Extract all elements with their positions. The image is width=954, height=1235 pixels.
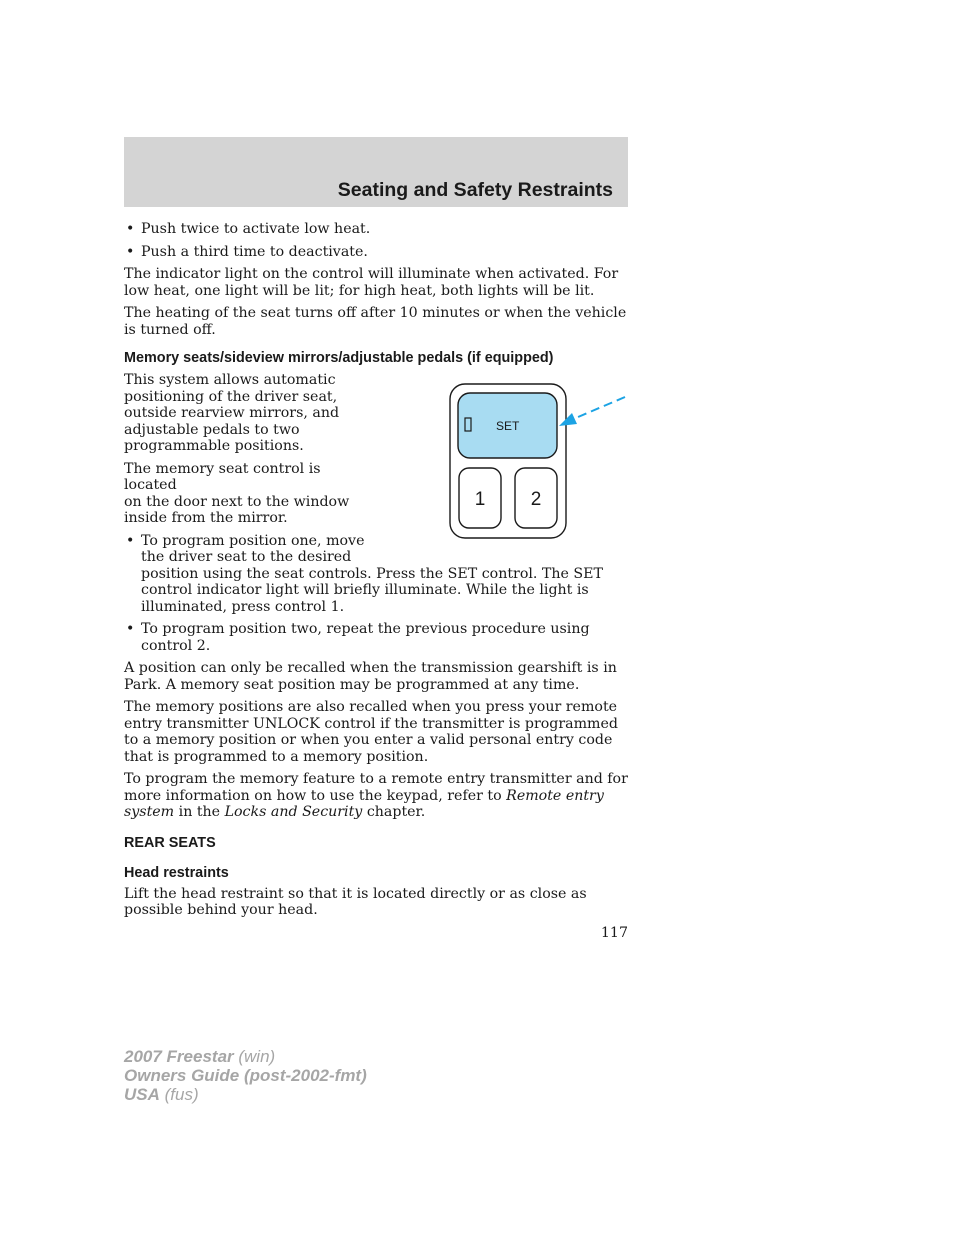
set-label: SET (496, 419, 520, 433)
memory-section-heading: Memory seats/sideview mirrors/adjustable pedals (if equipped) (124, 350, 554, 366)
list-item-text: position using the seat controls. Press the SET control. The SET control indicator light will briefly illuminate. While the light is illuminated, press control 1. (141, 565, 603, 615)
paragraph (124, 461, 374, 527)
list-item (124, 244, 628, 261)
text-line: This system allows automatic (124, 372, 336, 388)
paragraph: The indicator light on the control will illuminate when activated. For low heat, one light will be lit; for high heat, both lights will be lit. (124, 266, 619, 299)
footer-model: 2007 Freestar (124, 1047, 234, 1066)
list-item-text: Push a third time to deactivate. (141, 243, 368, 260)
footer-model-code: (win) (233, 1047, 276, 1066)
paragraph (124, 771, 628, 821)
button-1-label: 1 (474, 489, 486, 510)
text-run: chapter. (362, 804, 426, 820)
memory-seat-control-illustration (440, 382, 630, 542)
text-line: programmable positions. (124, 438, 304, 454)
section-header-band (124, 137, 628, 207)
rear-seats-heading: REAR SEATS (124, 834, 216, 851)
list-item-text: Push twice to activate low heat. (141, 221, 371, 237)
footer (124, 1047, 367, 1104)
bullet-icon: • (126, 221, 135, 237)
paragraph (124, 372, 374, 455)
footer-guide: Owners Guide (post-2002-fmt) (124, 1066, 367, 1085)
button-2-label: 2 (530, 489, 542, 510)
cross-reference: Remote entry system (124, 787, 604, 820)
page-number: 117 (600, 925, 628, 941)
footer-market: USA (124, 1085, 160, 1104)
text-line: To program position one, move (141, 532, 365, 549)
cross-reference: Locks and Security (224, 804, 363, 820)
list-item (124, 621, 628, 654)
head-restraints-heading: Head restraints (124, 864, 229, 881)
text-line: positioning of the driver seat, (124, 388, 338, 405)
bullet-icon: • (126, 532, 135, 549)
page-body (124, 221, 628, 925)
paragraph: The memory positions are also recalled when you press your remote entry transmitter UNLOCK control if the transmitter is programmed to a memory position or when you enter a valid personal entry code that is programmed to a memory position. (124, 699, 618, 765)
list-item-text: To program position two, repeat the previous procedure using control 2. (141, 621, 590, 654)
text-line: outside rearview mirrors, and (124, 405, 340, 421)
text-line: on the door next to the window (124, 493, 350, 510)
paragraph: A position can only be recalled when the transmission gearshift is in Park. A memory seat position may be programmed at any time. (124, 660, 617, 693)
list-item (124, 221, 628, 238)
text-line: The memory seat control is located (124, 460, 321, 493)
text-line: inside from the mirror. (124, 510, 288, 526)
text-line: the driver seat to the desired (141, 549, 352, 565)
footer-line (124, 1047, 367, 1066)
section-title: Seating and Safety Restraints (337, 179, 613, 201)
text-line: adjustable pedals to two (124, 421, 300, 438)
footer-line (124, 1085, 367, 1104)
bullet-icon: • (126, 243, 135, 260)
paragraph: Lift the head restraint so that it is located directly or as close as possible behind your head. (124, 885, 587, 918)
list-item (124, 533, 628, 616)
memory-control-svg (440, 382, 630, 542)
text-run: To program the memory feature to a remote entry transmitter and for more information on how to use the keypad, refer to (124, 771, 628, 804)
footer-market-code: (fus) (159, 1085, 199, 1104)
pointer-line (571, 397, 625, 420)
paragraph: The heating of the seat turns off after 10 minutes or when the vehicle is turned off. (124, 305, 627, 338)
text-run: in the (174, 804, 225, 820)
bullet-icon: • (126, 621, 135, 637)
